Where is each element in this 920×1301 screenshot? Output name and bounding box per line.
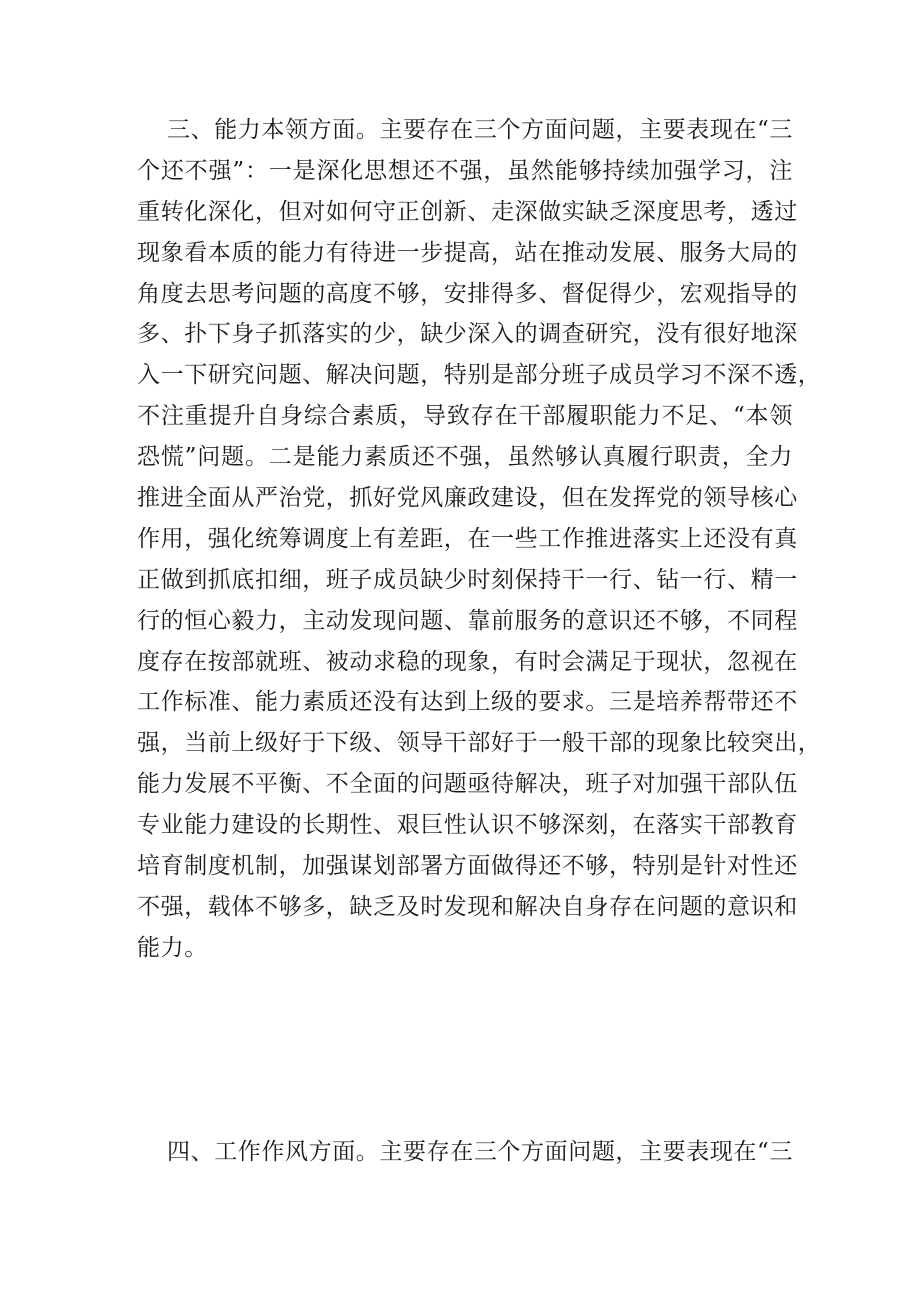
text-line: 作用，强化统筹调度上有差距，在一些工作推进落实上还没有真 [137, 525, 798, 552]
text-line: 培育制度机制，加强谋划部署方面做得还不够，特别是针对性还 [137, 853, 798, 880]
text-line: 推进全面从严治党，抓好党风廉政建设，但在发挥党的领导核心 [137, 485, 798, 512]
text-line: 不注重提升自身综合素质，导致存在干部履职能力不足、“本领 [137, 403, 793, 430]
text-line: 专业能力建设的长期性、艰巨性认识不够深刻，在落实干部教育 [137, 812, 798, 839]
text-line: 多、扑下身子抓落实的少，缺少深入的调查研究，没有很好地深 [137, 321, 798, 348]
text-line: 正做到抓底扣细，班子成员缺少时刻保持干一行、钻一行、精一 [137, 566, 798, 593]
text-line: 不强，载体不够多，缺乏及时发现和解决自身存在问题的意识和 [137, 893, 798, 920]
paragraph-work-style-section [137, 1132, 793, 1173]
text-line: 三、能力本领方面。主要存在三个方面问题，主要表现在“三 [167, 117, 793, 143]
text-line: 个还不强”：一是深化思想还不强，虽然能够持续加强学习，注 [137, 157, 793, 184]
text-line: 能力发展不平衡、不全面的问题亟待解决，班子对加强干部队伍 [137, 771, 798, 798]
text-line: 入一下研究问题、解决问题，特别是部分班子成员学习不深不透， [137, 362, 822, 389]
text-line: 重转化深化，但对如何守正创新、走深做实缺乏深度思考，透过 [137, 198, 798, 225]
text-line: 度存在按部就班、被动求稳的现象，有时会满足于现状，忽视在 [137, 648, 798, 675]
text-line: 四、工作作风方面。主要存在三个方面问题，主要表现在“三 [167, 1139, 793, 1165]
text-line: 角度去思考问题的高度不够，安排得多、督促得少，宏观指导的 [137, 280, 798, 307]
paragraph-ability-section [137, 110, 822, 969]
text-line: 强，当前上级好于下级、领导干部好于一般干部的现象比较突出， [137, 730, 822, 757]
text-line: 行的恒心毅力，主动发现问题、靠前服务的意识还不够，不同程 [137, 607, 798, 634]
text-line: 现象看本质的能力有待进一步提高，站在推动发展、服务大局的 [137, 239, 798, 266]
text-line: 恐慌”问题。二是能力素质还不强，虽然够认真履行职责，全力 [137, 444, 793, 471]
text-line: 能力。 [137, 934, 208, 961]
text-line: 工作标准、能力素质还没有达到上级的要求。三是培养帮带还不 [137, 689, 798, 716]
